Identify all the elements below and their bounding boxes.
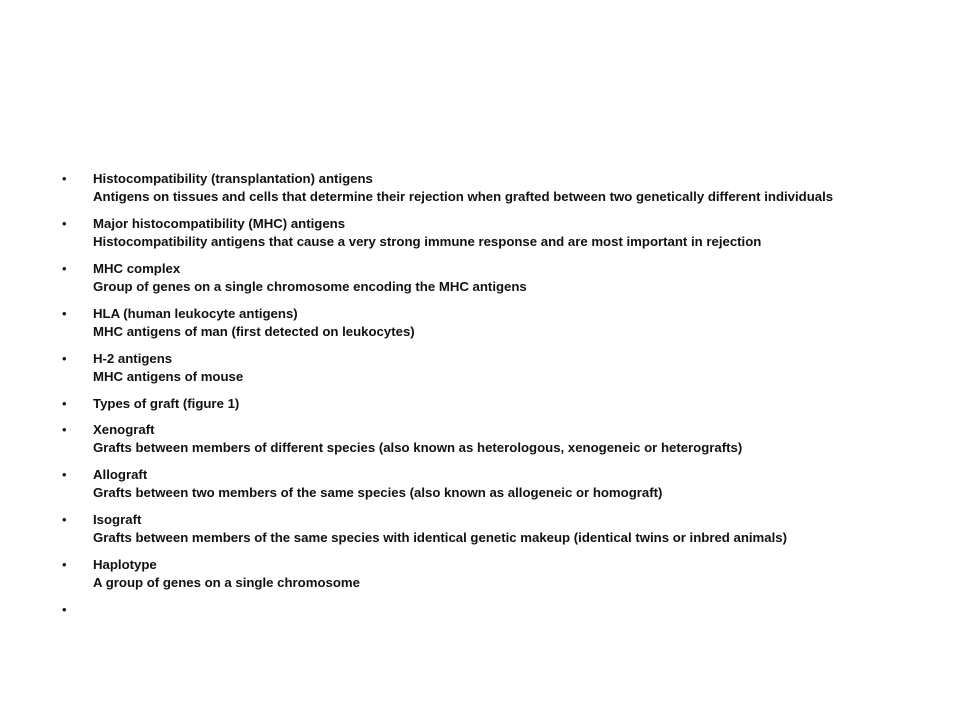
bullet-definition: A group of genes on a single chromosome [93,575,360,590]
bullet-dot-icon: • [62,467,67,482]
bullet-term: MHC complex [93,261,181,276]
bullet-term: Xenograft [93,422,155,437]
bullet-list [62,170,912,617]
bullet-term: Allograft [93,467,148,482]
bullet-item-haplotype [62,556,912,592]
bullet-item-isograft [62,511,912,547]
bullet-definition: MHC antigens of man (first detected on leukocytes) [93,324,415,339]
bullet-dot-icon: • [62,396,67,411]
bullet-item-h2-antigens [62,350,912,386]
bullet-dot-icon: • [62,602,67,617]
bullet-definition: Grafts between two members of the same species (also known as allogeneic or homograft) [93,485,663,500]
bullet-term: Isograft [93,512,142,527]
bullet-term: HLA (human leukocyte antigens) [93,306,298,321]
bullet-dot-icon: • [62,512,67,527]
bullet-definition: Group of genes on a single chromosome encoding the MHC antigens [93,279,527,294]
bullet-dot-icon: • [62,171,67,186]
bullet-term: Histocompatibility (transplantation) antigens [93,171,373,186]
bullet-item-xenograft [62,421,912,457]
bullet-dot-icon: • [62,216,67,231]
bullet-item-allograft [62,466,912,502]
bullet-term: Types of graft (figure 1) [93,396,240,411]
bullet-definition: Histocompatibility antigens that cause a very strong immune response and are most important in rejection [93,234,762,249]
bullet-dot-icon: • [62,351,67,366]
bullet-dot-icon: • [62,557,67,572]
bullet-term: Haplotype [93,557,157,572]
bullet-definition: Grafts between members of the same species with identical genetic makeup (identical twins or inbred animals) [93,530,788,545]
bullet-item-hla [62,305,912,341]
bullet-definition: MHC antigens of mouse [93,369,244,384]
bullet-definition: Grafts between members of different species (also known as heterologous, xenogeneic or heterografts) [93,440,743,455]
bullet-term: H-2 antigens [93,351,173,366]
bullet-item-histocompatibility-antigens [62,170,912,206]
bullet-dot-icon: • [62,306,67,321]
bullet-item-types-of-graft [62,395,912,413]
bullet-dot-icon: • [62,422,67,437]
bullet-item-mhc-complex [62,260,912,296]
bullet-term: Major histocompatibility (MHC) antigens [93,216,346,231]
bullet-definition: Antigens on tissues and cells that determine their rejection when grafted between two genetically different individuals [93,189,834,204]
bullet-item-mhc-antigens [62,215,912,251]
bullet-dot-icon: • [62,261,67,276]
